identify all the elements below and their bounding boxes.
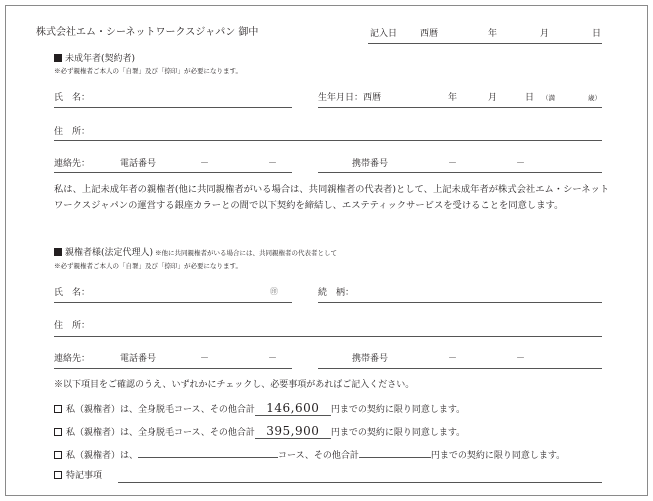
minor-phone-field[interactable] <box>54 172 292 173</box>
date-era: 西暦 <box>420 29 439 39</box>
minor-note: ※必ず親権者ご本人の「自署」及び「捺印」が必要になります。 <box>54 67 242 75</box>
guardian-phone-field[interactable] <box>54 368 292 369</box>
guardian-relation-field[interactable] <box>318 302 602 303</box>
minor-name-field[interactable] <box>54 107 292 108</box>
option-2-amount-field[interactable] <box>255 425 331 439</box>
minor-name-label: 氏 名： <box>54 93 91 103</box>
option-2-checkbox[interactable] <box>54 428 62 436</box>
option-3 <box>54 448 565 461</box>
option-3-checkbox[interactable] <box>54 451 62 459</box>
minor-mobile-label: 携帯番号 <box>352 159 389 169</box>
guardian-mobile-label: 携帯番号 <box>352 354 389 364</box>
minor-birth-label: 生年月日：西暦 <box>318 93 382 103</box>
minor-contact-label: 連絡先： <box>54 159 91 169</box>
option-3-middle: コース、その他合計 <box>278 451 359 461</box>
option-1-suffix: 円までの契約に限り同意します。 <box>330 405 466 415</box>
option-3-suffix: 円までの契約に限り同意します。 <box>430 451 566 461</box>
option-1-amount: 146,600 <box>266 401 320 415</box>
date-year-unit: 年 <box>488 29 498 39</box>
company-name: 株式会社エム・シーネットワークスジャパン 御中 <box>36 27 259 38</box>
option-2 <box>54 425 465 439</box>
guardian-contact-label: 連絡先： <box>54 354 91 364</box>
guardian-title-note: ※他に共同親権者がいる場合には、共同親権者の代表者として <box>155 249 338 257</box>
minor-section-title <box>54 54 135 64</box>
guardian-title-text: 親権者様(法定代理人) <box>65 248 154 258</box>
minor-mobile-dash-1: － <box>448 159 458 169</box>
guardian-name-label: 氏 名： <box>54 288 91 298</box>
special-notes-field[interactable] <box>118 482 602 483</box>
option-4 <box>54 471 102 481</box>
section-marker-icon <box>54 248 62 256</box>
guardian-section-title <box>54 248 337 258</box>
guardian-phone-label: 電話番号 <box>120 354 157 364</box>
minor-birth-year-unit: 年 <box>448 93 458 103</box>
option-3-amount-field[interactable] <box>359 448 431 458</box>
minor-title-text: 未成年者(契約者) <box>65 54 136 64</box>
guardian-name-field[interactable] <box>54 302 292 303</box>
minor-birth-field[interactable] <box>318 107 602 108</box>
guardian-mobile-dash-2: － <box>516 354 526 364</box>
minor-birth-month-unit: 月 <box>488 93 498 103</box>
guardian-note: ※必ず親権者ご本人の「自署」及び「捺印」が必要になります。 <box>54 262 242 270</box>
minor-mobile-field[interactable] <box>318 172 602 173</box>
minor-address-label: 住 所： <box>54 127 91 137</box>
guardian-address-field[interactable] <box>54 336 602 337</box>
guardian-relation-label: 続 柄： <box>318 288 355 298</box>
guardian-address-label: 住 所： <box>54 321 91 331</box>
option-1-checkbox[interactable] <box>54 405 62 413</box>
option-2-amount: 395,900 <box>266 424 320 438</box>
guardian-phone-dash-1: － <box>200 354 210 364</box>
guardian-mobile-field[interactable] <box>318 368 602 369</box>
consent-paragraph: 私は、上記未成年者の親権者(他に共同親権者がいる場合は、共同親権者の代表者)として、上記未成年者が株式会社エム・シーネットワークスジャパンの運営する銀座カラーとの間で以下契約を締結し、エステティックサービスを受けることを同意します。 <box>54 184 610 211</box>
minor-phone-label: 電話番号 <box>120 159 157 169</box>
minor-age-close: 歳） <box>588 94 601 102</box>
minor-birth-day-unit: 日 <box>525 93 535 103</box>
minor-mobile-dash-2: － <box>516 159 526 169</box>
date-field[interactable] <box>368 43 602 44</box>
option-3-prefix: 私（親権者）は、 <box>66 451 139 461</box>
option-1 <box>54 402 465 416</box>
date-month-unit: 月 <box>540 29 550 39</box>
date-label: 記入日 <box>370 29 398 39</box>
minor-age-open: （満 <box>542 94 555 102</box>
minor-phone-dash-1: － <box>200 159 210 169</box>
option-4-checkbox[interactable] <box>54 471 62 479</box>
option-1-amount-field[interactable] <box>255 402 331 416</box>
option-2-prefix: 私（親権者）は、全身脱毛コース、その他合計 <box>66 428 255 438</box>
minor-phone-dash-2: － <box>268 159 278 169</box>
option-4-label: 特記事項 <box>66 471 103 481</box>
guardian-mobile-dash-1: － <box>448 354 458 364</box>
date-day-unit: 日 <box>592 29 602 39</box>
option-1-prefix: 私（親権者）は、全身脱毛コース、その他合計 <box>66 405 255 415</box>
minor-address-field[interactable] <box>54 140 602 141</box>
section-marker-icon <box>54 54 62 62</box>
option-2-suffix: 円までの契約に限り同意します。 <box>330 428 466 438</box>
seal-icon: ㊞ <box>270 287 278 296</box>
guardian-phone-dash-2: － <box>268 354 278 364</box>
options-intro: ※以下項目をご確認のうえ、いずれかにチェックし、必要事項があればご記入ください。 <box>54 380 415 390</box>
option-3-course-field[interactable] <box>138 448 278 458</box>
